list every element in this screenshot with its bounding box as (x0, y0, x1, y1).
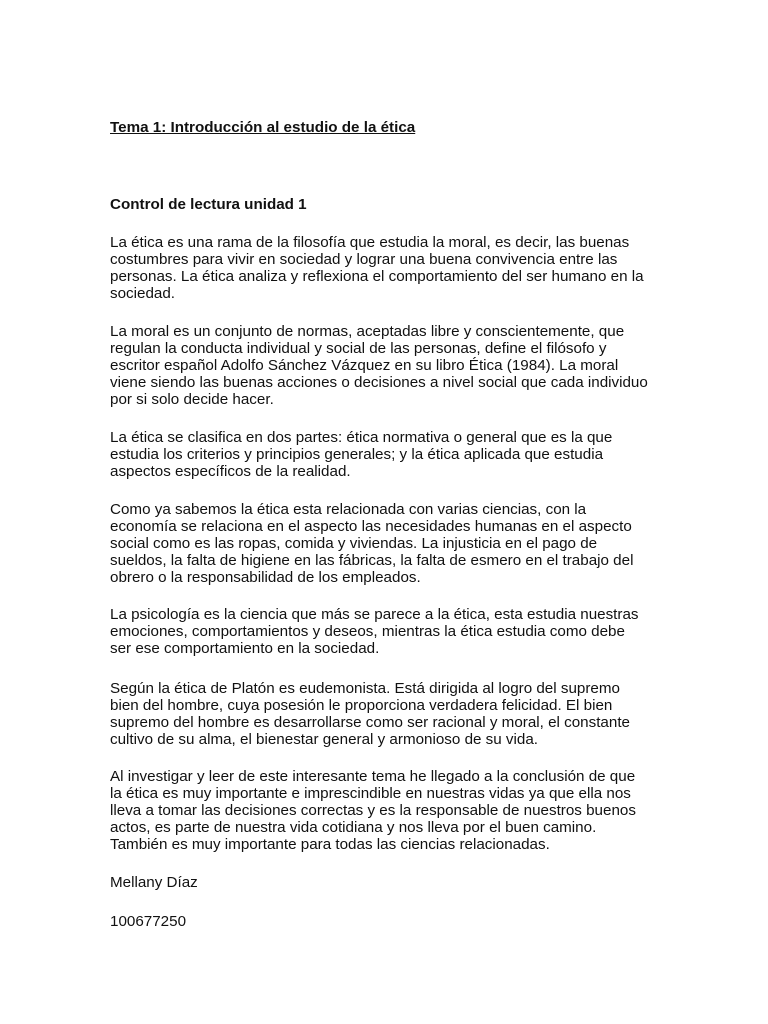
text-line: Al investigar y leer de este interesante tema he llegado a la conclusión de que (110, 768, 636, 785)
paragraph-definition-of-moral (110, 323, 670, 408)
text-line: La psicología es la ciencia que más se parece a la ética, esta estudia nuestras (110, 606, 639, 623)
text-line: personas. La ética analiza y reflexiona el comportamiento del ser humano en la (110, 268, 644, 285)
author-name: Mellany Díaz (110, 874, 198, 891)
text-line: obrero o la responsabilidad de los empleados. (110, 569, 421, 586)
text-line: La moral es un conjunto de normas, aceptadas libre y conscientemente, que (110, 323, 625, 340)
text-line: viene siendo las buenas acciones o decisiones a nivel social que cada individuo (110, 374, 648, 391)
text-line: aspectos específicos de la realidad. (110, 463, 351, 480)
text-line: regulan la conducta individual y social de las personas, define el filósofo y (110, 340, 607, 357)
text-line: por si solo decide hacer. (110, 391, 274, 408)
topic-title: Tema 1: Introducción al estudio de la ética (110, 119, 416, 136)
text-line: supremo del hombre es desarrollarse como ser racional y moral, el constante (110, 714, 630, 731)
text-line: También es muy importante para todas las ciencias relacionadas. (110, 836, 550, 853)
text-line: estudia los criterios y principios generales; y la ética aplicada que estudia (110, 446, 604, 463)
text-line: Según la ética de Platón es eudemonista. Está dirigida al logro del supremo (110, 680, 620, 697)
text-line: Como ya sabemos la ética esta relacionada con varias ciencias, con la (110, 501, 587, 518)
paragraph-ethics-and-psychology (110, 606, 670, 657)
text-line: sociedad. (110, 285, 176, 302)
section-heading: Control de lectura unidad 1 (110, 196, 307, 213)
student-id: 100677250 (110, 913, 187, 930)
text-line: la ética es muy importante e imprescindible en nuestras vidas ya que ella nos (110, 785, 631, 802)
paragraph-ethics-and-sciences (110, 501, 670, 586)
text-line: ser ese comportamiento en la sociedad. (110, 640, 380, 657)
text-line: cultivo de su alma, el bienestar general y armonioso de su vida. (110, 731, 539, 748)
text-line: lleva a tomar las decisiones correctas y es la responsable de nuestros buenos (110, 802, 636, 819)
paragraph-classification-of-ethics (110, 429, 670, 480)
paragraph-definition-of-ethics (110, 234, 670, 302)
text-line: actos, es parte de nuestra vida cotidiana y nos lleva por el buen camino. (110, 819, 597, 836)
text-line: escritor español Adolfo Sánchez Vázquez en su libro Ética (1984). La moral (110, 357, 619, 374)
text-line: sueldos, la falta de higiene en las fábricas, la falta de esmero en el trabajo del (110, 552, 634, 569)
paragraph-conclusion (110, 768, 670, 853)
text-line: costumbres para vivir en sociedad y lograr una buena convivencia entre las (110, 251, 618, 268)
text-line: social como es las ropas, comida y viviendas. La injusticia en el pago de (110, 535, 598, 552)
text-line: La ética se clasifica en dos partes: ética normativa o general que es la que (110, 429, 613, 446)
text-line: bien del hombre, cuya posesión le proporciona verdadera felicidad. El bien (110, 697, 613, 714)
paragraph-plato-ethics (110, 680, 670, 748)
text-line: economía se relaciona en el aspecto las necesidades humanas en el aspecto (110, 518, 632, 535)
text-line: emociones, comportamientos y deseos, mientras la ética estudia como debe (110, 623, 625, 640)
text-line: La ética es una rama de la filosofía que estudia la moral, es decir, las buenas (110, 234, 630, 251)
